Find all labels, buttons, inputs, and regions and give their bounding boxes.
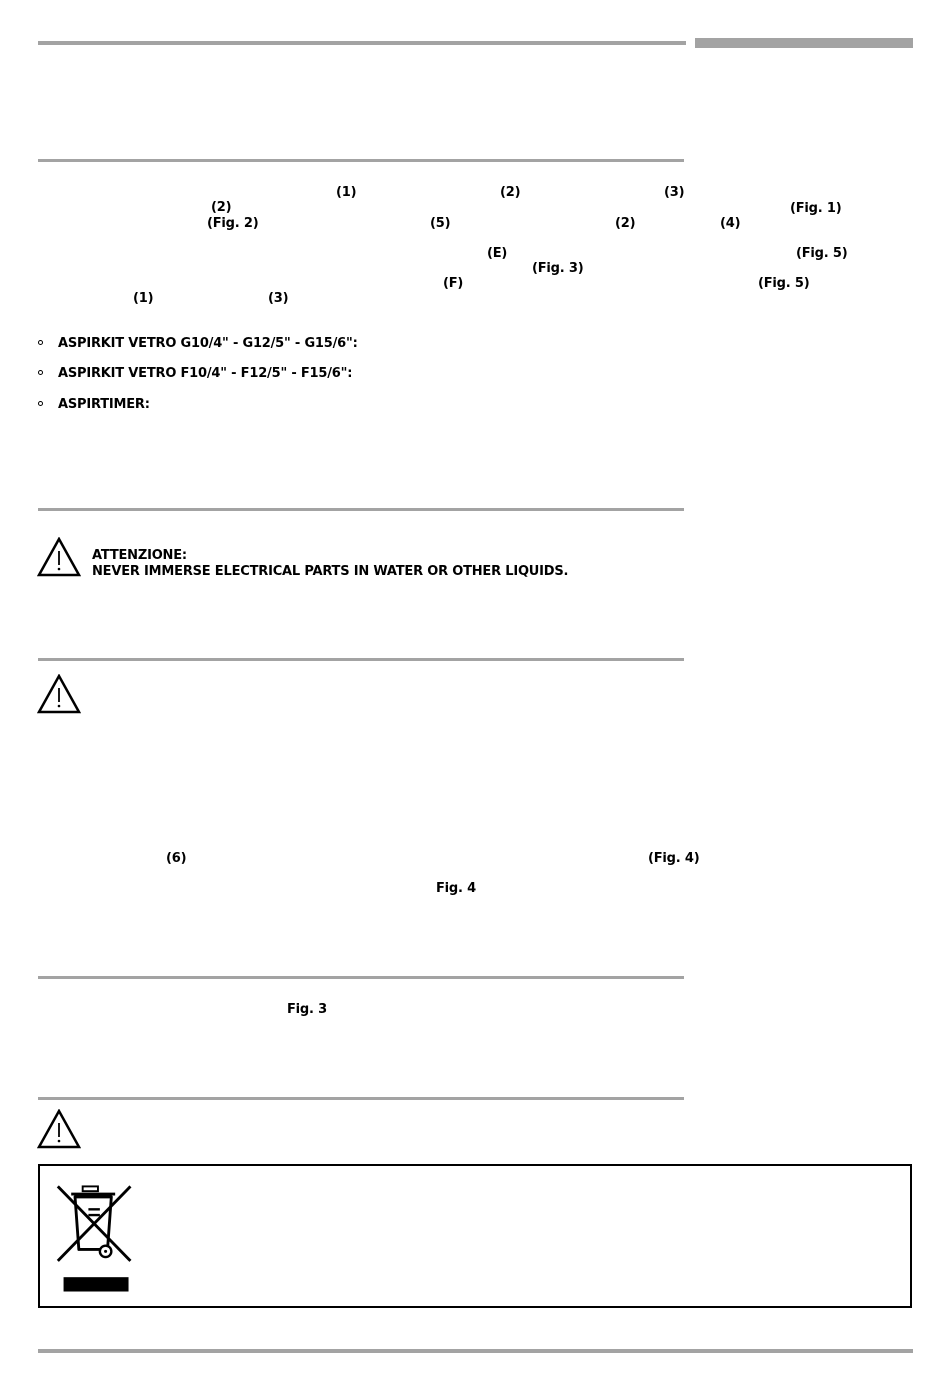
ref-5: (5) (430, 216, 451, 231)
fig-3-ref-b: Fig. 3 (287, 1002, 327, 1017)
accessory-item: ASPIRKIT VETRO G10/4" - G12/5" - G15/6": (58, 336, 358, 351)
warning-title: ATTENZIONE: (92, 548, 187, 563)
warning-triangle-icon (37, 1109, 81, 1149)
section-divider-1 (38, 159, 684, 162)
ref-f: (F) (443, 276, 464, 291)
bullet-icon (38, 401, 43, 406)
fig-3-ref-a: (Fig. 3) (532, 261, 584, 276)
section-divider-5 (38, 1097, 684, 1100)
crossed-bin-icon (54, 1180, 140, 1296)
fig-2-ref: (Fig. 2) (207, 216, 259, 231)
header-rule-left (38, 41, 686, 45)
section-divider-4 (38, 976, 684, 979)
ref-3b: (3) (268, 291, 289, 306)
ref-1b: (1) (133, 291, 154, 306)
accessory-item: ASPIRKIT VETRO F10/4" - F12/5" - F15/6": (58, 366, 353, 381)
ref-2b: (2) (211, 200, 232, 215)
weee-disposal-box (38, 1164, 912, 1308)
bullet-icon (38, 340, 43, 345)
accessory-item: ASPIRTIMER: (58, 397, 150, 412)
ref-e: (E) (487, 246, 508, 261)
ref-1: (1) (336, 185, 357, 200)
fig-4-ref-a: (Fig. 4) (648, 851, 700, 866)
warning-text: NEVER IMMERSE ELECTRICAL PARTS IN WATER OR OTHER LIQUIDS. (92, 564, 569, 579)
fig-5-ref-b: (Fig. 5) (758, 276, 810, 291)
fig-5-ref-a: (Fig. 5) (796, 246, 848, 261)
section-divider-2 (38, 508, 684, 511)
ref-2c: (2) (615, 216, 636, 231)
warning-triangle-icon (37, 674, 81, 714)
fig-1-ref: (Fig. 1) (790, 201, 842, 216)
ref-3: (3) (664, 185, 685, 200)
section-divider-3 (38, 658, 684, 661)
header-rule-right (695, 38, 913, 48)
ref-4: (4) (720, 216, 741, 231)
ref-2: (2) (500, 185, 521, 200)
bullet-icon (38, 370, 43, 375)
ref-6: (6) (166, 851, 187, 866)
warning-triangle-icon (37, 537, 81, 577)
footer-rule (38, 1349, 913, 1353)
fig-4-ref-b: Fig. 4 (436, 881, 476, 896)
